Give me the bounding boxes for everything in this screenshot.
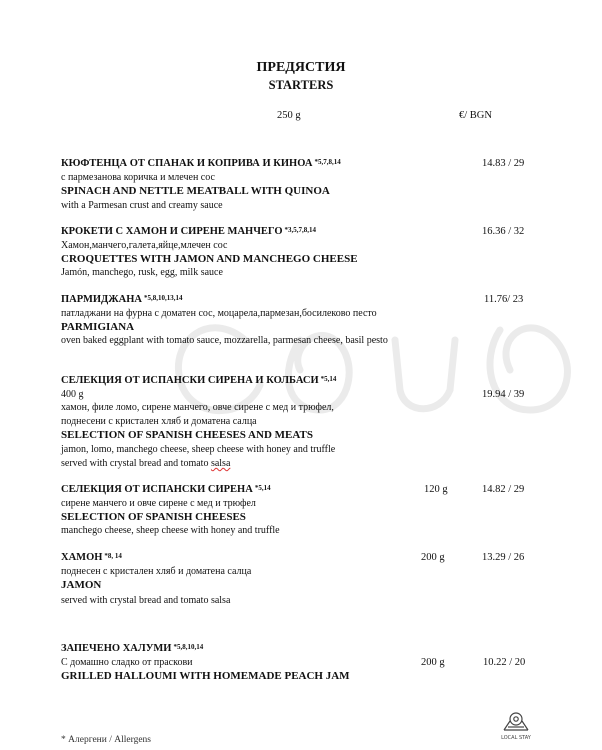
item-price: 11.76/ 23 <box>484 294 524 305</box>
spellcheck-word: salsa <box>210 458 231 469</box>
allergen-codes: *5,8,10,14 <box>173 643 204 651</box>
item-price: 10.22 / 20 <box>483 657 526 668</box>
item-desc-bg: сирене манчего и овче сирене с мед и трюфел <box>61 498 256 509</box>
item-name-en: SPINACH AND NETTLE MEATBALL WITH QUINOA <box>61 185 330 197</box>
item-desc-en: manchego cheese, sheep cheese with honey and truffle <box>61 525 280 536</box>
item-price: 19.94 / 39 <box>482 389 525 400</box>
item-name-bg: ХАМОН $^{*8, 14}$ <box>61 552 122 563</box>
allergen-codes: *5,7,8,14 <box>314 158 341 166</box>
item-desc-en-2: served with crystal bread and tomato salsa <box>61 458 231 469</box>
allergen-codes: *8, 14 <box>104 552 122 560</box>
allergen-codes: *5,14 <box>320 375 337 383</box>
page-title: ПРЕДЯСТИЯ <box>256 60 346 75</box>
item-name-bg: ЗАПЕЧЕНО ХАЛУМИ $^{*5,8,10,14}$ <box>61 643 204 654</box>
item-desc-en: oven baked eggplant with tomato sauce, mozzarella, parmesan cheese, basil pesto <box>61 335 388 346</box>
item-desc-en: jamon, lomo, manchego cheese, sheep cheese with honey and truffle <box>61 444 336 455</box>
item-desc-bg: С домашно сладко от праскови <box>61 657 193 668</box>
item-price: 13.29 / 26 <box>482 552 525 563</box>
item-price: 16.36 / 32 <box>482 226 525 237</box>
weight-column-header: 250 g <box>277 110 301 121</box>
item-weight: 120 g <box>424 484 448 495</box>
item-name-en: CROQUETTES WITH JAMON AND MANCHEGO CHEESE <box>61 253 358 265</box>
item-desc-en: with a Parmesan crust and creamy sauce <box>61 200 223 211</box>
allergen-codes: *3,5,7,8,14 <box>284 226 316 234</box>
item-weight: 200 g <box>421 552 445 563</box>
item-desc-en: served with crystal bread and tomato salsa <box>61 595 231 606</box>
item-name-bg: КЮФТЕНЦА ОТ СПАНАК И КОПРИВА И КИНОА $^{*5,7,8,14}$ <box>61 158 341 169</box>
item-name-en: GRILLED HALLOUMI WITH HOMEMADE PEACH JAM <box>61 670 350 682</box>
item-desc-bg: с пармезанова коричка и млечен сос <box>61 172 215 183</box>
item-name-bg: КРОКЕТИ С ХАМОН И СИРЕНЕ МАНЧЕГО $^{*3,5,7,8,14}$ <box>61 226 316 237</box>
item-desc-en: Jamón, manchego, rusk, egg, milk sauce <box>61 267 223 278</box>
price-column-header: €/ BGN <box>459 110 492 121</box>
item-desc-bg: патладжани на фурна с доматен сос, моцарела,пармезан,босилеково песто <box>61 308 377 319</box>
logo-text: LOCAL STAY <box>501 735 531 741</box>
item-name-en: JAMON <box>61 579 102 591</box>
item-desc-bg-2: поднесени с кристален хляб и доматена салца <box>61 416 257 427</box>
item-weight: 400 g <box>61 389 84 400</box>
item-name-en: SELECTION OF SPANISH CHEESES AND MEATS <box>61 429 313 441</box>
item-desc-bg: поднесен с кристален хляб и доматена салца <box>61 566 252 577</box>
item-name-en: PARMIGIANA <box>61 321 135 333</box>
item-name-bg: СЕЛЕКЦИЯ ОТ ИСПАНСКИ СИРЕНА И КОЛБАСИ $^{*5,14}$ <box>61 375 337 386</box>
item-weight: 200 g <box>421 657 445 668</box>
item-price: 14.83 / 29 <box>482 158 525 169</box>
page-subtitle: STARTERS <box>268 78 334 92</box>
allergens-footnote: * Алергени / Allergens <box>61 735 151 745</box>
local-stay-logo <box>498 708 534 744</box>
allergen-codes: *5,8,10,13,14 <box>143 294 183 302</box>
allergen-codes: *5,14 <box>254 484 271 492</box>
item-name-en: SELECTION OF SPANISH CHEESES <box>61 511 246 523</box>
item-name-bg: СЕЛЕКЦИЯ ОТ ИСПАНСКИ СИРЕНА $^{*5,14}$ <box>61 484 271 495</box>
item-name-bg: ПАРМИДЖАНА $^{*5,8,10,13,14}$ <box>61 294 183 305</box>
item-desc-bg: хамон, филе ломо, сирене манчего, овче сирене с мед и трюфел, <box>61 402 334 413</box>
item-price: 14.82 / 29 <box>482 484 525 495</box>
item-desc-bg: Хамон,манчего,галета,яйце,млечен сос <box>61 240 228 251</box>
